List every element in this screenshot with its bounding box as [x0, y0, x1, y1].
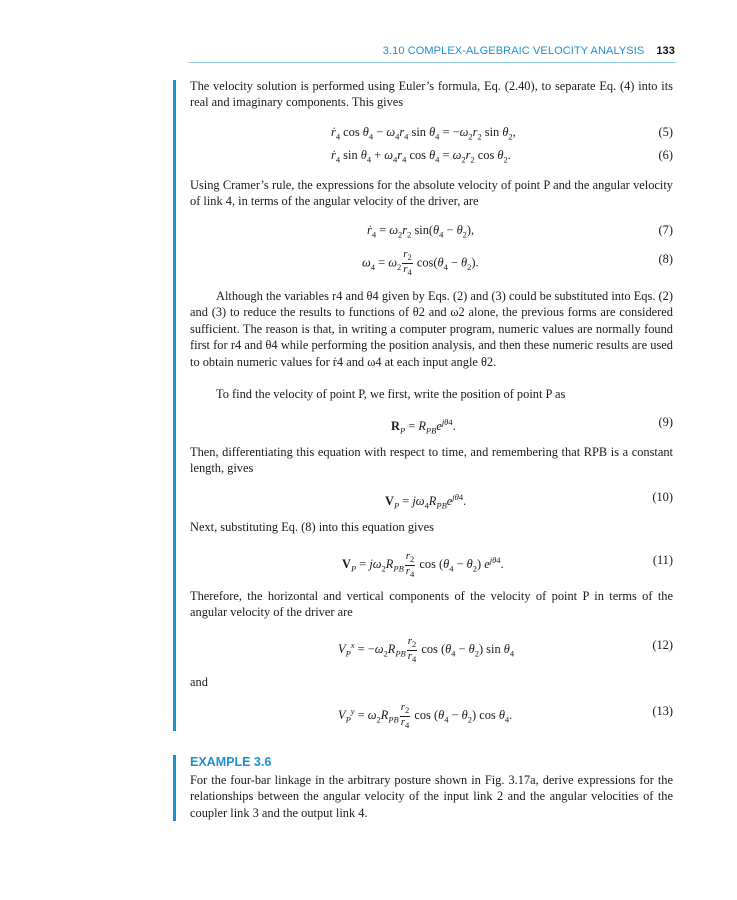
page-number: 133: [656, 45, 675, 57]
equation-11-number: (11): [652, 553, 673, 567]
paragraph-euler: The velocity solution is performed using Euler’s formula, Eq. (2.40), to separate Eq. (4) into its real and imaginary components. This gives: [190, 79, 673, 110]
equation-8: [190, 248, 673, 278]
equation-7-number: (7): [658, 223, 673, 237]
equation-5: [190, 122, 673, 142]
header-rule: [189, 62, 675, 63]
equation-12-body: $V_P^x = -\omega_2R_{PB}$ $\frac{r_2}{r_4}$ $\cos (\theta_4 - \theta_2)$ $\sin \theta_4$: [338, 634, 515, 664]
paragraph-differentiate: Then, differentiating this equation with respect to time, and remembering that RPB is a constant length, gives: [190, 445, 673, 476]
paragraph-substitute: Next, substituting Eq. (8) into this equation gives: [190, 520, 435, 534]
fraction-r2-r4: $\frac{r_2}{r_4}$: [400, 700, 410, 730]
equation-6: [190, 145, 673, 165]
equation-13-number: (13): [652, 704, 673, 718]
equation-8-number: (8): [658, 252, 673, 266]
fraction-r2-r4: $\frac{r_2}{r_4}$: [403, 248, 412, 278]
section-title: 3.10 COMPLEX-ALGEBRAIC VELOCITY ANALYSIS: [382, 45, 645, 57]
paragraph-position: To find the velocity of point P, we first, write the position of point P as: [216, 387, 566, 401]
running-header: [189, 45, 675, 57]
equation-9-body: $R_P = R_{PB}e^{j\theta 4}$.: [391, 417, 456, 436]
equation-10-number: (10): [652, 490, 673, 504]
equation-13-body: $V_P^y = \omega_2R_{PB}$ $\frac{r_2}{r_4}$ $\cos (\theta_4 - \theta_2)$ $\cos \theta_4$.: [338, 700, 513, 730]
equation-11: [190, 549, 673, 579]
paragraph-components: Therefore, the horizontal and vertical components of the velocity of point P in terms of the angular velocity of the driver are: [190, 589, 673, 620]
connector-and: and: [190, 675, 208, 689]
paragraph-cramer: Using Cramer’s rule, the expressions for the absolute velocity of point P and the angular velocity of link 4, in terms of the angular velocity of the driver, are: [190, 178, 673, 209]
equation-7: [190, 220, 673, 240]
fraction-r2-r4: $\frac{r_2}{r_4}$: [407, 634, 417, 664]
equation-6-body: ṙ$_4$ $\sin \theta_4 + \omega_4r_4$ $\cos \theta_4 = \omega_2r_2$ $\cos \theta_2$.: [331, 148, 511, 165]
equation-9-number: (9): [658, 415, 673, 429]
equation-6-number: (6): [658, 148, 673, 162]
equation-10-body: $V_P = j\omega_4R_{PB}e^{j\theta 4}$.: [385, 492, 467, 511]
equation-5-number: (5): [658, 125, 673, 139]
equation-9: [190, 412, 673, 436]
fraction-r2-r4: $\frac{r_2}{r_4}$: [405, 549, 415, 579]
equation-7-body: ṙ$_4$ = $\omega_2r_2$ $\sin(\theta_4 - \theta_2)$,: [367, 223, 475, 240]
equation-10: [190, 487, 673, 511]
equation-11-body: $V_P = j\omega_2R_{PB}$ $\frac{r_2}{r_4}$ $\cos (\theta_4 - \theta_2)$ $e^{j\theta 4}$.: [342, 549, 504, 579]
equation-8-body: $\omega_4 = \omega_2$ $\frac{r_2}{r_4}$ $\cos(\theta_4 - \theta_2)$.: [362, 248, 479, 278]
equation-12-number: (12): [652, 638, 673, 652]
equation-13: [190, 700, 673, 730]
example-side-bar: [173, 755, 176, 821]
example-body: For the four-bar linkage in the arbitrary posture shown in Fig. 3.17a, derive expressions for the relationships between the angular velocity of the input link 2 and the angular velocities of the coupler link 3 and the output link 4.: [190, 773, 673, 820]
equation-12: [190, 634, 673, 664]
section-side-bar: [173, 80, 176, 731]
equation-5-body: ṙ$_4$ $\cos \theta_4 - \omega_4r_4$ $\sin \theta_4 = -\omega_2r_2$ $\sin \theta_2$,: [331, 125, 516, 142]
example-title: EXAMPLE 3.6: [190, 755, 272, 769]
paragraph-variables: Although the variables r4 and θ4 given by Eqs. (2) and (3) could be substituted into Eqs. (2) and (3) to reduce the results to functions of θ2 and ω2 alone, the previous forms are considered sufficient. The reason is that, in writing a computer program, numeric values are normally found first for r4 and θ4 while performing the position analysis, and then these numeric results are used to obtain numeric values for ṙ4 and ω4 at each input angle θ2.: [190, 289, 673, 369]
